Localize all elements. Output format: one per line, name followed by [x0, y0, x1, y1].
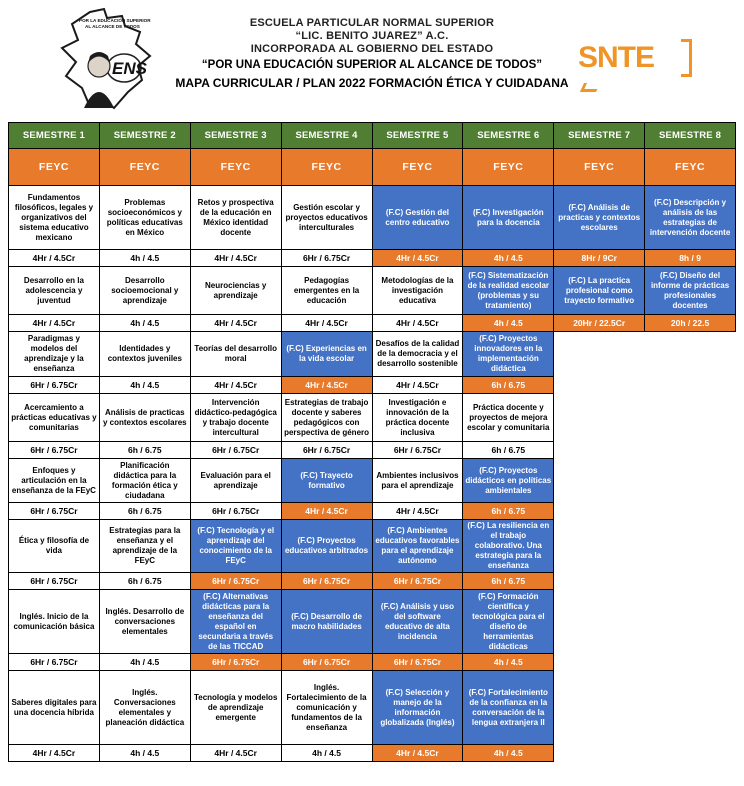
course-cell: Retos y prospectiva de la educación en México identidad docente: [190, 186, 281, 250]
course-cell: Pedagogías emergentes en la educación: [281, 267, 372, 315]
course-cell: (F.C) Gestión del centro educativo: [372, 186, 463, 250]
course-cell: Teorías del desarrollo moral: [190, 332, 281, 377]
page-title: MAPA CURRICULAR / PLAN 2022 FORMACIÓN ÉTICA Y CUIDADANA: [175, 76, 569, 90]
hours-cell: 4Hr / 4.5Cr: [281, 503, 372, 520]
empty-cell: [645, 520, 736, 573]
semester-header: SEMESTRE 1: [9, 123, 100, 149]
hours-cell: 4h / 4.5: [463, 654, 554, 671]
course-cell: (F.C) Proyectos didácticos en políticas ambientales: [463, 459, 554, 503]
hours-cell: 6Hr / 6.75Cr: [9, 573, 100, 590]
hours-cell: 4Hr / 4.5Cr: [190, 377, 281, 394]
curricular-table: [8, 122, 736, 762]
course-cell: Intervención didáctico-pedagógica y trabajo docente intercultural: [190, 394, 281, 442]
course-cell: Estrategias de trabajo docente y saberes pedagógicos con perspectiva de género: [281, 394, 372, 442]
hours-cell: 4Hr / 4.5Cr: [372, 377, 463, 394]
area-cell: FEYC: [372, 149, 463, 186]
hours-cell: 6Hr / 6.75Cr: [281, 654, 372, 671]
hours-cell: 4h / 4.5: [99, 377, 190, 394]
course-cell: (F.C) Alternativas didácticas para la enseñanza del español en secundaria a través de las TICCAD: [190, 590, 281, 654]
course-cell: Inglés. Desarrollo de conversaciones elementales: [99, 590, 190, 654]
hours-cell: 4Hr / 4.5Cr: [190, 250, 281, 267]
hours-cell: 6Hr / 6.75Cr: [9, 377, 100, 394]
course-cell: Ambientes inclusivos para el aprendizaje: [372, 459, 463, 503]
hours-cell: 4h / 4.5: [99, 315, 190, 332]
hours-cell: 6h / 6.75: [99, 503, 190, 520]
course-cell: Gestión escolar y proyectos educativos interculturales: [281, 186, 372, 250]
hours-cell: 6h / 6.75: [99, 573, 190, 590]
empty-cell: [645, 745, 736, 762]
empty-cell: [554, 459, 645, 503]
hours-cell: 8h / 9: [645, 250, 736, 267]
snte-logo-text: SNTE: [578, 41, 655, 74]
course-cell: Investigación e innovación de la práctica docente inclusiva: [372, 394, 463, 442]
hours-cell: 6h / 6.75: [463, 377, 554, 394]
hours-cell: 6Hr / 6.75Cr: [190, 442, 281, 459]
area-cell: FEYC: [9, 149, 100, 186]
hours-cell: 6Hr / 6.75Cr: [372, 442, 463, 459]
empty-cell: [554, 573, 645, 590]
hours-cell: 4Hr / 4.5Cr: [372, 315, 463, 332]
hours-cell: 6Hr / 6.75Cr: [190, 503, 281, 520]
school-name-line3: INCORPORADA AL GOBIERNO DEL ESTADO: [250, 43, 494, 55]
empty-cell: [554, 332, 645, 377]
hours-cell: 6Hr / 6.75Cr: [281, 442, 372, 459]
snte-bracket-decoration: [681, 39, 692, 77]
ens-banner-line2: AL ALCANCE DE TODOS: [85, 24, 140, 29]
course-cell: (F.C) Ambientes educativos favorables para el aprendizaje autónomo: [372, 520, 463, 573]
course-cell: (F.C) Proyectos innovadores en la implementación didáctica: [463, 332, 554, 377]
empty-cell: [554, 654, 645, 671]
course-cell: (F.C) Análisis de practicas y contextos escolares: [554, 186, 645, 250]
course-cell: (F.C) La practica profesional como trayecto formativo: [554, 267, 645, 315]
course-cell: Saberes digitales para una docencia híbrida: [9, 671, 100, 745]
ens-monogram: ENS: [112, 59, 147, 78]
hours-cell: 20Hr / 22.5Cr: [554, 315, 645, 332]
semester-header: SEMESTRE 5: [372, 123, 463, 149]
hours-cell: 8Hr / 9Cr: [554, 250, 645, 267]
snte-tail-decoration: [580, 83, 600, 92]
hours-cell: 4Hr / 4.5Cr: [9, 745, 100, 762]
hours-cell: 4h / 4.5: [463, 315, 554, 332]
course-cell: (F.C) Análisis y uso del software educativo de alta incidencia: [372, 590, 463, 654]
empty-cell: [645, 442, 736, 459]
empty-cell: [554, 590, 645, 654]
course-cell: (F.C) Investigación para la docencia: [463, 186, 554, 250]
ens-banner-line1: POR LA EDUCACIÓN SUPERIOR: [79, 18, 151, 23]
hours-cell: 4Hr / 4.5Cr: [190, 745, 281, 762]
course-cell: Inglés. Inicio de la comunicación básica: [9, 590, 100, 654]
empty-cell: [645, 377, 736, 394]
course-cell: Evaluación para el aprendizaje: [190, 459, 281, 503]
course-cell: Inglés. Conversaciones elementales y planeación didáctica: [99, 671, 190, 745]
course-cell: Estrategias para la enseñanza y el aprendizaje de la FEyC: [99, 520, 190, 573]
hours-cell: 6Hr / 6.75Cr: [190, 573, 281, 590]
empty-cell: [645, 459, 736, 503]
semester-header: SEMESTRE 8: [645, 123, 736, 149]
area-cell: FEYC: [99, 149, 190, 186]
hours-cell: 4h / 4.5: [463, 250, 554, 267]
empty-cell: [554, 671, 645, 745]
page-header: [0, 0, 744, 120]
course-cell: (F.C) Selección y manejo de la información globalizada (Inglés): [372, 671, 463, 745]
hours-cell: 4Hr / 4.5Cr: [372, 250, 463, 267]
semester-header: SEMESTRE 4: [281, 123, 372, 149]
hours-cell: 4h / 4.5: [281, 745, 372, 762]
course-cell: (F.C) Fortalecimiento de la confianza en la conversación de la lengua extranjera II: [463, 671, 554, 745]
area-cell: FEYC: [554, 149, 645, 186]
hours-cell: 6Hr / 6.75Cr: [9, 442, 100, 459]
semester-header: SEMESTRE 7: [554, 123, 645, 149]
course-cell: Paradigmas y modelos del aprendizaje y la enseñanza: [9, 332, 100, 377]
area-cell: FEYC: [645, 149, 736, 186]
empty-cell: [645, 654, 736, 671]
hours-cell: 4Hr / 4.5Cr: [9, 315, 100, 332]
school-name-line2: “LIC. BENITO JUAREZ” A.C.: [295, 30, 449, 42]
empty-cell: [554, 745, 645, 762]
course-cell: Inglés. Fortalecimiento de la comunicación y fundamentos de la enseñanza: [281, 671, 372, 745]
hours-cell: 6Hr / 6.75Cr: [9, 654, 100, 671]
hours-cell: 4Hr / 4.5Cr: [9, 250, 100, 267]
course-cell: Fundamentos filosóficos, legales y organizativos del sistema educativo mexicano: [9, 186, 100, 250]
course-cell: Desafíos de la calidad de la democracia y el desarrollo sostenible: [372, 332, 463, 377]
hours-cell: 4Hr / 4.5Cr: [372, 745, 463, 762]
hours-cell: 4Hr / 4.5Cr: [281, 377, 372, 394]
hours-cell: 6Hr / 6.75Cr: [281, 573, 372, 590]
course-cell: (F.C) La resiliencia en el trabajo colaborativo. Una estrategia para la enseñanza: [463, 520, 554, 573]
empty-cell: [645, 671, 736, 745]
empty-cell: [554, 442, 645, 459]
hours-cell: 6h / 6.75: [463, 442, 554, 459]
snte-logo: [578, 38, 688, 86]
course-cell: Acercamiento a prácticas educativas y comunitarias: [9, 394, 100, 442]
course-cell: Ética y filosofía de vida: [9, 520, 100, 573]
course-cell: Tecnología y modelos de aprendizaje emergente: [190, 671, 281, 745]
hours-cell: 4Hr / 4.5Cr: [190, 315, 281, 332]
empty-cell: [645, 573, 736, 590]
hours-cell: 6h / 6.75: [463, 503, 554, 520]
empty-cell: [554, 377, 645, 394]
empty-cell: [554, 394, 645, 442]
course-cell: Desarrollo socioemocional y aprendizaje: [99, 267, 190, 315]
course-cell: Planificación didáctica para la formación ética y ciudadana: [99, 459, 190, 503]
hours-cell: 4Hr / 4.5Cr: [281, 315, 372, 332]
hours-cell: 6Hr / 6.75Cr: [372, 573, 463, 590]
hours-cell: 4Hr / 4.5Cr: [372, 503, 463, 520]
hours-cell: 4h / 4.5: [99, 250, 190, 267]
hours-cell: 6Hr / 6.75Cr: [372, 654, 463, 671]
empty-cell: [645, 590, 736, 654]
hours-cell: 4h / 4.5: [99, 654, 190, 671]
course-cell: Identidades y contextos juveniles: [99, 332, 190, 377]
course-cell: Metodologías de la investigación educativa: [372, 267, 463, 315]
course-cell: Neurociencias y aprendizaje: [190, 267, 281, 315]
hours-cell: 6h / 6.75: [99, 442, 190, 459]
course-cell: Desarrollo en la adolescencia y juventud: [9, 267, 100, 315]
course-cell: (F.C) Descripción y análisis de las estrategias de intervención docente: [645, 186, 736, 250]
course-cell: Análisis de practicas y contextos escolares: [99, 394, 190, 442]
semester-header: SEMESTRE 3: [190, 123, 281, 149]
area-cell: FEYC: [463, 149, 554, 186]
school-name-line1: ESCUELA PARTICULAR NORMAL SUPERIOR: [249, 17, 495, 29]
hours-cell: 6Hr / 6.75Cr: [190, 654, 281, 671]
course-cell: Problemas socioeconómicos y políticas educativas en México: [99, 186, 190, 250]
course-cell: (F.C) Experiencias en la vida escolar: [281, 332, 372, 377]
hours-cell: 6h / 6.75: [463, 573, 554, 590]
course-cell: (F.C) Sistematización de la realidad escolar (problemas y su tratamiento): [463, 267, 554, 315]
course-cell: (F.C) Trayecto formativo: [281, 459, 372, 503]
empty-cell: [554, 503, 645, 520]
semester-header: SEMESTRE 6: [463, 123, 554, 149]
course-cell: (F.C) Formación científica y tecnológica para el diseño de herramientas didácticas: [463, 590, 554, 654]
area-cell: FEYC: [190, 149, 281, 186]
course-cell: (F.C) Diseño del informe de prácticas profesionales docentes: [645, 267, 736, 315]
school-motto: “POR UNA EDUCACIÓN SUPERIOR AL ALCANCE DE TODOS”: [201, 59, 543, 71]
course-cell: Práctica docente y proyectos de mejora escolar y comunitaria: [463, 394, 554, 442]
empty-cell: [645, 332, 736, 377]
course-cell: (F.C) Proyectos educativos arbitrados: [281, 520, 372, 573]
semester-header: SEMESTRE 2: [99, 123, 190, 149]
hours-cell: 6Hr / 6.75Cr: [281, 250, 372, 267]
empty-cell: [645, 503, 736, 520]
course-cell: (F.C) Tecnología y el aprendizaje del conocimiento de la FEyC: [190, 520, 281, 573]
course-cell: Enfoques y articulación en la enseñanza de la FEyC: [9, 459, 100, 503]
empty-cell: [645, 394, 736, 442]
area-cell: FEYC: [281, 149, 372, 186]
hours-cell: 20h / 22.5: [645, 315, 736, 332]
hours-cell: 4h / 4.5: [463, 745, 554, 762]
empty-cell: [554, 520, 645, 573]
course-cell: (F.C) Desarrollo de macro habilidades: [281, 590, 372, 654]
hours-cell: 6Hr / 6.75Cr: [9, 503, 100, 520]
hours-cell: 4h / 4.5: [99, 745, 190, 762]
